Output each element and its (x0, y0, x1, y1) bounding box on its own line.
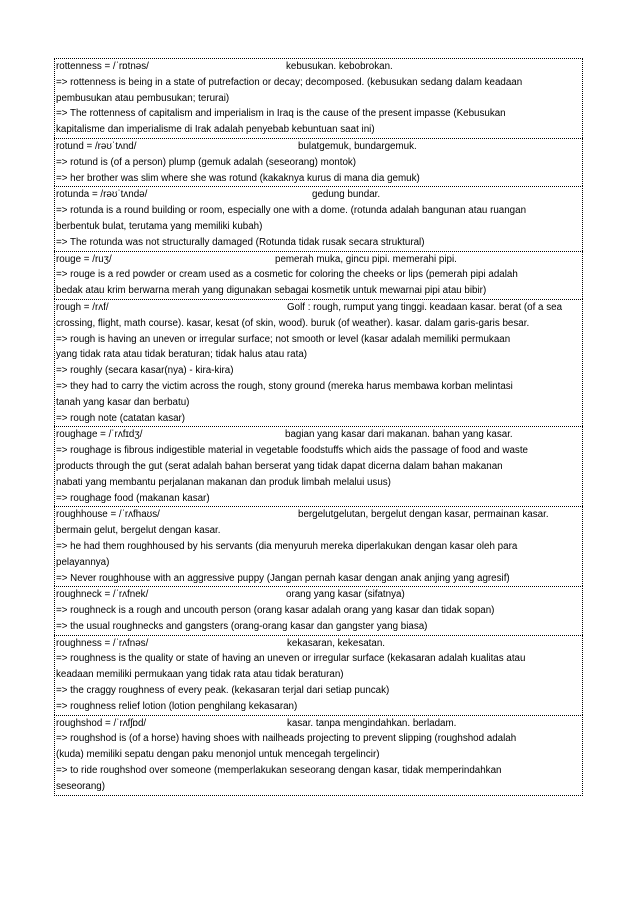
entry-rough (54, 299, 583, 426)
entry-line: products through the gut (serat adalah bahan berserat yang tidak dapat dicerna dalam bahan makanan (56, 460, 503, 472)
headword: roughage = /ˈrʌfɪdʒ/ (56, 429, 143, 441)
entry-rouge (54, 251, 583, 299)
meaning: gedung bundar. (312, 189, 381, 201)
entry-line: => rotunda is a round building or room, especially one with a dome. (rotunda adalah bangunan atau ruangan (56, 205, 527, 217)
dictionary-page (54, 58, 583, 796)
entry-line: => roughness is the quality or state of having an uneven or irregular surface (kekasaran adalah kualitas atau (56, 653, 526, 665)
entry-rottenness (54, 58, 583, 138)
entry-head (56, 139, 581, 155)
entry-line: => Never roughhouse with an aggressive puppy (Jangan pernah kasar dengan anak anjing yang agresif) (56, 572, 510, 584)
headword: rotunda = /rəʊˈtʌndə/ (56, 189, 148, 201)
entry-line: => The rottenness of capitalism and imperialism in Iraq is the cause of the present impasse (Kebusukan (56, 108, 506, 120)
entry-line: => rouge is a red powder or cream used as a cosmetic for coloring the cheeks or lips (pemerah pipi adalah (56, 269, 518, 281)
entry-line: => rottenness is being in a state of putrefaction or decay; decomposed. (kebusukan sedang dalam keadaan (56, 76, 523, 88)
meaning: kebusukan. kebobrokan. (286, 61, 393, 72)
meaning: bulatgemuk, bundargemuk. (298, 140, 417, 152)
entry-roughshod (54, 715, 583, 796)
entry-line: => rotund is (of a person) plump (gemuk adalah (seseorang) montok) (56, 156, 357, 168)
entry-head (56, 187, 581, 203)
entry-line: pembusukan atau pembusukan; terurai) (56, 92, 230, 104)
entry-line: yang tidak rata atau tidak beraturan; tidak halus atau rata) (56, 349, 308, 361)
headword: roughness = /ˈrʌfnəs/ (56, 637, 149, 649)
meaning: pemerah muka, gincu pipi. memerahi pipi. (275, 253, 457, 265)
entry-roughneck (54, 586, 583, 634)
entry-line: => roughshod is (of a horse) having shoes with nailheads projecting to prevent slipping (roughshod adalah (56, 733, 517, 745)
entry-line: bermain gelut, bergelut dengan kasar. (56, 525, 221, 537)
entry-line: tanah yang kasar dan berbatu) (56, 396, 190, 408)
entry-rotund (54, 138, 583, 186)
headword: rottenness = /ˈrɒtnəs/ (56, 61, 149, 72)
entry-line: => roughage food (makanan kasar) (56, 492, 210, 504)
entry-line: berbentuk bulat, terutama yang memiliki kubah) (56, 220, 263, 232)
entry-head (56, 252, 581, 268)
entry-line: (kuda) memiliki sepatu dengan paku menonjol untuk mencegah tergelincir) (56, 749, 380, 761)
entry-line: keadaan memiliki permukaan yang tidak rata atau tidak beraturan) (56, 669, 344, 681)
headword: rotund = /rəʊˈtʌnd/ (56, 140, 137, 152)
entry-line: => roughly (secara kasar(nya) - kira-kira) (56, 365, 234, 377)
entry-line: => rough note (catatan kasar) (56, 412, 186, 424)
entry-line: => rough is having an uneven or irregular surface; not smooth or level (kasar adalah memiliki permukaan (56, 333, 511, 345)
entry-line: bedak atau krim berwarna merah yang digunakan sebagai kosmetik untuk mewarnai pipi atau bibir) (56, 285, 487, 297)
entry-line: => the usual roughnecks and gangsters (orang-orang kasar dan gangster yang biasa) (56, 620, 428, 632)
entry-head (56, 59, 581, 75)
entry-line: => roughness relief lotion (lotion penghilang kekasaran) (56, 700, 298, 712)
entry-line: kapitalisme dan imperialisme di Irak adalah penyebab kebuntuan saat ini) (56, 124, 375, 136)
meaning: kekasaran, kekesatan. (287, 637, 386, 649)
entry-head (56, 507, 581, 523)
entry-head (56, 300, 581, 316)
entry-roughness (54, 635, 583, 715)
entry-roughhouse (54, 506, 583, 586)
entry-line: crossing, flight, math course). kasar, kesat (of skin, wood). buruk (of weather). kasar. dalam garis-garis besar. (56, 317, 530, 329)
entry-line: => The rotunda was not structurally damaged (Rotunda tidak rusak secara struktural) (56, 236, 425, 248)
headword: roughhouse = /ˈrʌfhaʊs/ (56, 509, 160, 521)
entry-roughage (54, 426, 583, 506)
meaning: kasar. tanpa mengindahkan. berladam. (287, 717, 457, 729)
entry-head (56, 427, 581, 443)
entry-line: seseorang) (56, 780, 106, 792)
entry-line: pelayannya) (56, 556, 110, 568)
entry-line: => he had them roughhoused by his servants (dia menyuruh mereka diperlakukan dengan kasar oleh para (56, 540, 518, 552)
entry-line: => roughage is fibrous indigestible material in vegetable foodstuffs which aids the passage of food and waste (56, 445, 529, 457)
entry-line: => roughneck is a rough and uncouth person (orang kasar adalah orang yang kasar dan tidak sopan) (56, 605, 495, 617)
entry-line: => they had to carry the victim across the rough, stony ground (mereka harus membawa korban melintasi (56, 380, 513, 392)
meaning: Golf : rough, rumput yang tinggi. keadaan kasar. berat (of a sea (287, 301, 563, 313)
headword: rouge = /ruʒ/ (56, 253, 112, 265)
meaning: orang yang kasar (sifatnya) (286, 589, 405, 601)
headword: roughshod = /ˈrʌfʃɒd/ (56, 717, 147, 729)
meaning: bagian yang kasar dari makanan. bahan yang kasar. (285, 429, 513, 441)
entry-head (56, 716, 581, 732)
entry-line: => the craggy roughness of every peak. (kekasaran terjal dari setiap puncak) (56, 685, 390, 697)
headword: roughneck = /ˈrʌfnek/ (56, 589, 149, 601)
entry-rotunda (54, 186, 583, 250)
entry-head (56, 636, 581, 652)
entry-line: => to ride roughshod over someone (memperlakukan seseorang dengan kasar, tidak memperindahkan (56, 765, 502, 777)
headword: rough = /rʌf/ (56, 301, 109, 313)
meaning: bergelutgelutan, bergelut dengan kasar, permainan kasar. (298, 509, 549, 521)
entry-line: => her brother was slim where she was rotund (kakaknya kurus di mana dia gemuk) (56, 172, 420, 184)
entry-head (56, 587, 581, 603)
entry-line: nabati yang membantu perjalanan makanan dan produk limbah melalui usus) (56, 476, 391, 488)
